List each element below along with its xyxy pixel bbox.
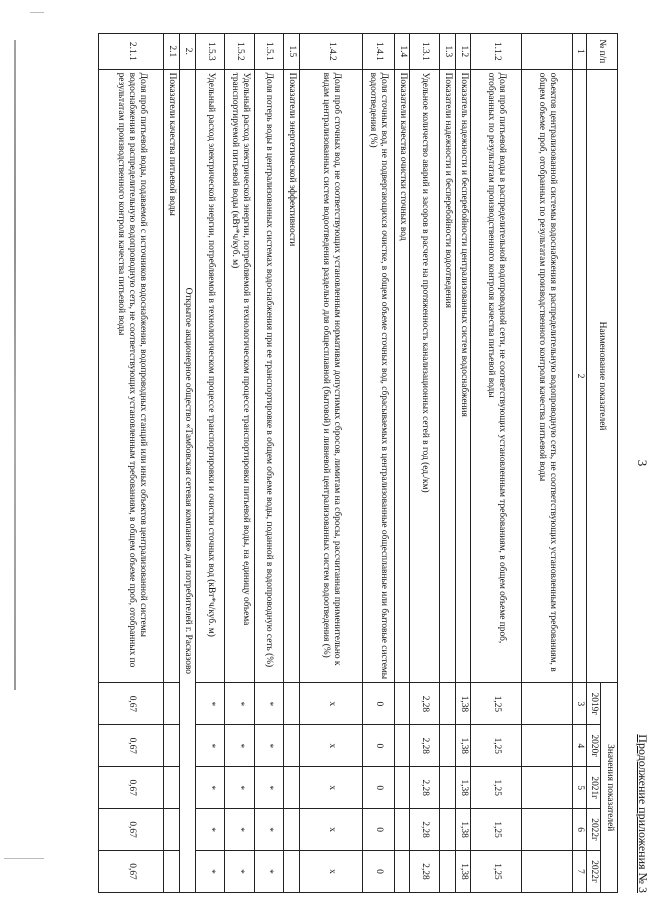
indicator-value: 0,67 xyxy=(99,683,164,725)
indicator-value: x xyxy=(299,809,362,851)
indicator-value xyxy=(284,809,300,851)
indicator-value: * xyxy=(254,851,283,893)
row-number: 1.4 xyxy=(394,34,410,70)
indicator-value xyxy=(522,767,573,809)
indicator-name: Доля сточных вод, не подвергающихся очистке, в общем объеме сточных вод, сбрасываемых в централизованные общесплавные или бытовые системы водоотведения (%) xyxy=(363,69,395,683)
section-heading: Показатели надежности и бесперебойности водоотведения xyxy=(439,69,455,683)
rotated-page-content xyxy=(95,33,650,893)
indicator-value: 0 xyxy=(363,683,395,725)
table-row xyxy=(254,34,283,893)
indicator-value xyxy=(439,767,455,809)
row-number xyxy=(522,34,573,70)
indicator-value xyxy=(284,851,300,893)
indicator-value: 0 xyxy=(363,725,395,767)
indicator-value xyxy=(284,725,300,767)
table-row xyxy=(225,34,254,893)
header-column-index: 4 xyxy=(572,725,586,767)
row-number: 1.5.1 xyxy=(254,34,283,70)
indicator-name: объектов централизованной системы водоснабжения в распределительную водопроводную сеть, не соответствующих установленным требованиям, в общем объеме проб, отобранных по результатам производственного контроля качества питьевой воды xyxy=(522,69,573,683)
indicator-value: 1,25 xyxy=(471,725,522,767)
header-year: 2021г xyxy=(586,767,600,809)
indicator-value: x xyxy=(299,851,362,893)
indicator-value xyxy=(439,809,455,851)
indicator-value: * xyxy=(196,851,225,893)
header-values: Значения показателей xyxy=(601,683,618,893)
indicator-name: Показатель надежности и бесперебойности централизованных систем водоснабжения xyxy=(455,69,471,683)
row-number: 2.1.1 xyxy=(99,34,164,70)
indicator-value: * xyxy=(225,683,254,725)
indicator-value: 0 xyxy=(363,809,395,851)
row-number: 1.3.1 xyxy=(410,34,439,70)
row-number: 1.5.3 xyxy=(196,34,225,70)
header-column-index: 1 xyxy=(572,34,586,70)
row-number: 2. xyxy=(180,34,196,70)
section-heading: Показатели качества очистки сточных вод xyxy=(394,69,410,683)
indicator-value: x xyxy=(299,767,362,809)
indicator-value xyxy=(284,683,300,725)
header-column-index: 3 xyxy=(572,683,586,725)
header-column-index: 7 xyxy=(572,851,586,893)
indicator-value: * xyxy=(254,809,283,851)
indicator-name: Удельное количество аварий и засоров в расчете на протяженность канализационных сетей в год (ед./км) xyxy=(410,69,439,683)
indicator-value: * xyxy=(196,767,225,809)
row-number: 1.4.1 xyxy=(363,34,395,70)
table-row xyxy=(164,34,180,893)
indicator-value: 0,67 xyxy=(99,851,164,893)
indicator-value: x xyxy=(299,725,362,767)
row-number: 1.5 xyxy=(284,34,300,70)
header-column-index: 2 xyxy=(572,69,586,683)
indicator-name: Доля проб питьевой воды в распределительной водопроводной сети, не соответствующих установленным требованиям, в общем объеме проб, отобранных по результатам производственного контроля качества питьевой воды xyxy=(471,69,522,683)
section-heading: Показатели энергетической эффективности xyxy=(284,69,300,683)
indicator-value: 1,25 xyxy=(471,683,522,725)
indicator-value xyxy=(284,767,300,809)
indicator-value xyxy=(164,809,180,851)
indicator-value: * xyxy=(254,767,283,809)
indicator-value: 2,28 xyxy=(410,683,439,725)
scan-edge-artifact xyxy=(14,40,16,690)
header-year: 2019г xyxy=(586,683,600,725)
table-row xyxy=(394,34,410,893)
indicator-value: 2,28 xyxy=(410,851,439,893)
header-year: 2020г xyxy=(586,725,600,767)
indicator-value: 1,38 xyxy=(455,851,471,893)
indicator-value: * xyxy=(196,725,225,767)
indicator-value: 1,38 xyxy=(455,725,471,767)
indicator-name: Доля потерь воды в централизованных системах водоснабжения при ее транспортировке в общем объеме воды, поданной в водопроводную сеть (%) xyxy=(254,69,283,683)
indicator-value: * xyxy=(196,809,225,851)
table-row xyxy=(99,34,164,893)
indicator-value: * xyxy=(196,683,225,725)
indicator-value: 1,38 xyxy=(455,683,471,725)
header-year: 2022г xyxy=(586,809,600,851)
row-number: 1.5.2 xyxy=(225,34,254,70)
table-row xyxy=(455,34,471,893)
indicator-value: 1,25 xyxy=(471,851,522,893)
header-num: № п/п xyxy=(586,34,617,70)
table-row xyxy=(410,34,439,893)
indicator-value: 0 xyxy=(363,851,395,893)
indicator-value: * xyxy=(225,809,254,851)
indicator-value xyxy=(439,725,455,767)
indicator-value: 2,28 xyxy=(410,767,439,809)
row-number: 1.2 xyxy=(455,34,471,70)
table-row xyxy=(180,34,196,893)
row-number: 1.1.2 xyxy=(471,34,522,70)
indicator-value xyxy=(522,725,573,767)
indicator-name: Доля проб питьевой воды, подаваемой с источников водоснабжения, водопроводных станций или иных объектов централизованной системы водоснабжения в распределительную водопроводную сеть, не соответствующих установленным требованиям, в общем объеме проб, отобранных по результатам производственного контроля качества питьевой воды xyxy=(99,69,164,683)
indicator-name: Удельный расход электрической энергии, потребляемой в технологическом процессе транспортировки питьевой воды, на единицу объема транспортируемой питьевой воды (кВт*ч/куб. м) xyxy=(225,69,254,683)
indicator-value: x xyxy=(299,683,362,725)
indicator-value xyxy=(164,851,180,893)
indicator-value xyxy=(439,683,455,725)
indicator-value xyxy=(439,851,455,893)
row-number: 2.1 xyxy=(164,34,180,70)
indicator-value xyxy=(394,767,410,809)
table-row xyxy=(439,34,455,893)
indicator-value: 1,38 xyxy=(455,767,471,809)
table-row xyxy=(471,34,522,893)
section-heading: Показатели качества питьевой воды xyxy=(164,69,180,683)
indicator-value xyxy=(164,767,180,809)
indicator-value: 1,38 xyxy=(455,809,471,851)
indicator-value xyxy=(164,683,180,725)
appendix-continuation-note: Продолжение приложения № 3 xyxy=(636,734,650,893)
indicator-value xyxy=(394,683,410,725)
indicator-value: 1,25 xyxy=(471,767,522,809)
indicator-value: * xyxy=(225,767,254,809)
table-row xyxy=(522,34,573,893)
indicator-name: Удельный расход электрической энергии, потребляемой в технологическом процессе транспортировки и очистки сточных вод (кВт*ч/куб. м) xyxy=(196,69,225,683)
indicators-table xyxy=(98,33,618,893)
header-year: 2022г xyxy=(586,851,600,893)
header-column-index: 5 xyxy=(572,767,586,809)
indicator-value: 0,67 xyxy=(99,725,164,767)
indicator-value xyxy=(522,809,573,851)
indicator-value xyxy=(522,683,573,725)
page-number: 3 xyxy=(635,459,650,467)
indicator-value: 2,28 xyxy=(410,725,439,767)
header-name: Наименование показателей xyxy=(586,69,617,683)
indicator-value xyxy=(394,725,410,767)
indicator-value: 0,67 xyxy=(99,767,164,809)
table-row xyxy=(284,34,300,893)
indicator-value: 2,28 xyxy=(410,809,439,851)
indicator-value: * xyxy=(254,683,283,725)
table-row xyxy=(196,34,225,893)
indicator-value: * xyxy=(225,725,254,767)
indicator-name: Доля проб сточных вод, не соответствующих установленным нормативам допустимых сбросов, лимитам на сбросы, рассчитанная применительно к видам централизованных систем водоотведения раздельно для общесплавной (бытовой) и ливневой централизованных систем водоотведения (%) xyxy=(299,69,362,683)
indicator-value xyxy=(394,851,410,893)
row-number: 1.4.2 xyxy=(299,34,362,70)
table-row xyxy=(363,34,395,893)
header-column-index: 6 xyxy=(572,809,586,851)
indicator-value xyxy=(394,809,410,851)
indicator-value: 0 xyxy=(363,767,395,809)
organization-heading: Открытое акционерное общество «Тамбовская сетевая компания» для потребителей г. Расказово xyxy=(180,69,196,892)
scan-speck xyxy=(30,12,44,13)
indicator-value: * xyxy=(225,851,254,893)
indicator-value: 1,25 xyxy=(471,809,522,851)
indicator-value: 0,67 xyxy=(99,809,164,851)
scan-speck xyxy=(4,858,44,859)
indicator-value: * xyxy=(254,725,283,767)
table-row xyxy=(299,34,362,893)
row-number: 1.3 xyxy=(439,34,455,70)
indicator-value xyxy=(522,851,573,893)
indicator-value xyxy=(164,725,180,767)
